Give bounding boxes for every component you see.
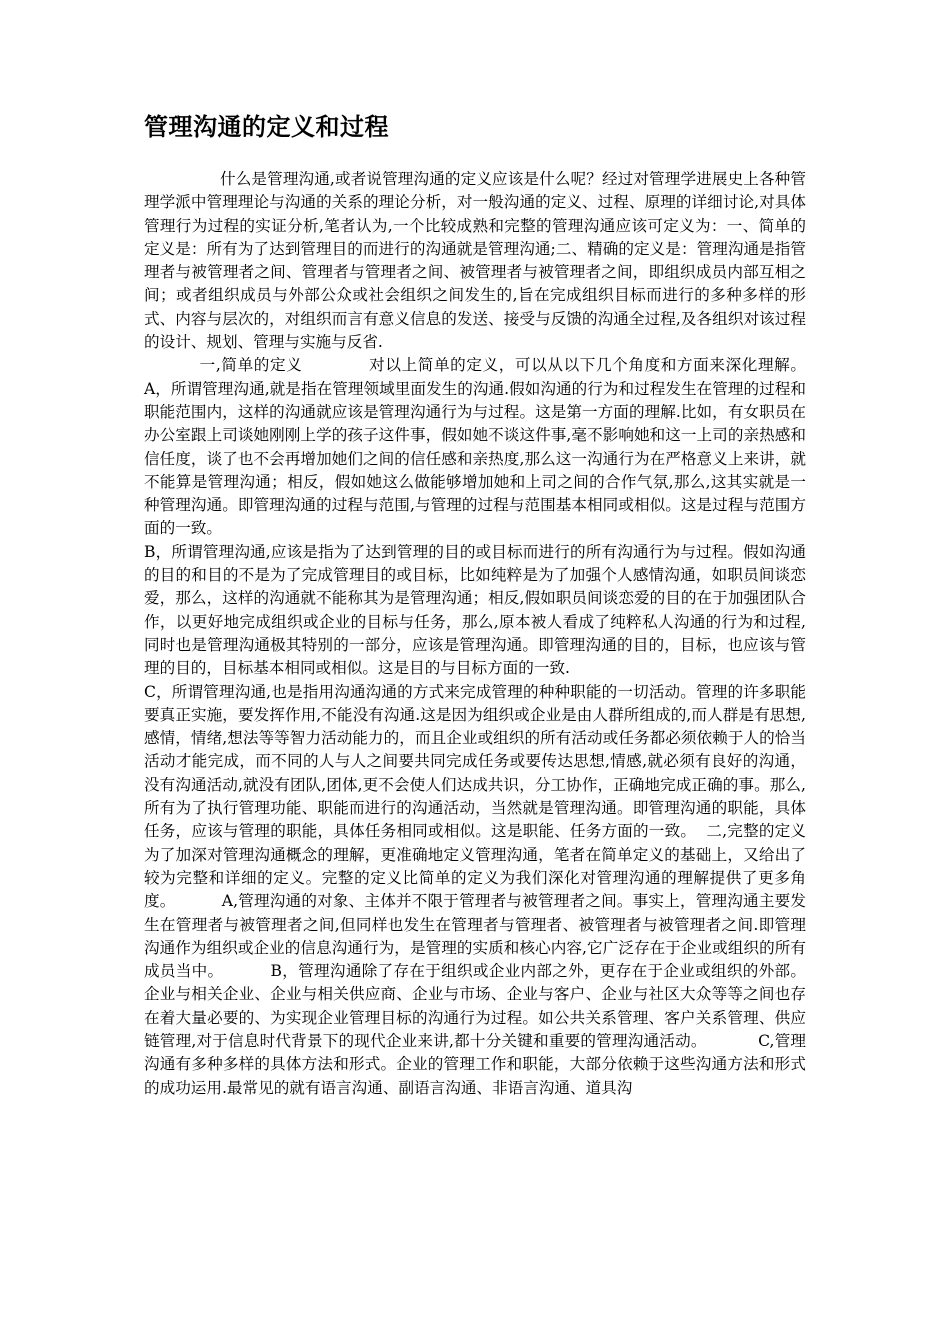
document-page — [144, 112, 856, 1100]
paragraph-point-c: C，所谓管理沟通,也是指用沟通沟通的方式来完成管理的种种职能的一切活动。管理的许多职能要真正实施，要发挥作用,不能没有沟通.这是因为组织或企业是由人群所组成的,而人群是有思想,感情，情绪,想法等等智力活动能力的，而且企业或组织的所有活动或任务都必须依赖于人的恰当活动才能完成，而不同的人与人之间要共同完成任务或要传达思想,情感,就必须有良好的沟通，没有沟通活动,就没有团队,团体,更不会使人们达成共识，分工协作，正确地完成正确的事。那么,所有为了执行管理功能、职能而进行的沟通活动，当然就是管理沟通。即管理沟通的职能，具体任务，应该与管理的职能，具体任务相同或相似。这是职能、任务方面的一致。 二,完整的定义 为了加深对管理沟通概念的理解，更准确地定义管理沟通，笔者在简单定义的基础上，又给出了较为完整和详细的定义。完整的定义比简单的定义为我们深化对管理沟通的理解提供了更多角度。 A,管理沟通的对象、主体并不限于管理者与被管理者之间。事实上，管理沟通主要发生在管理者与被管理者之间,但同样也发生在管理者与管理者、被管理者与被管理者之间.即管理沟通作为组织或企业的信息沟通行为，是管理的实质和核心内容,它广泛存在于企业或组织的所有成员当中。 B，管理沟通除了存在于组织或企业内部之外，更存在于企业或组织的外部。企业与相关企业、企业与相关供应商、企业与市场、企业与客户、企业与社区大众等等之间也存在着大量必要的、为实现企业管理目标的沟通行为过程。如公共关系管理、客户关系管理、供应链管理,对于信息时代背景下的现代企业来讲,都十分关键和重要的管理沟通活动。 C,管理沟通有多种多样的具体方法和形式。企业的管理工作和职能，大部分依赖于这些沟通方法和形式的成功运用.最常见的就有语言沟通、副语言沟通、非语言沟通、道具沟 — [144, 682, 856, 1097]
document-title: 管理沟通的定义和过程 — [144, 112, 389, 141]
paragraph-intro: 什么是管理沟通,或者说管理沟通的定义应该是什么呢？经过对管理学进展史上各种管理学派中管理理论与沟通的关系的理论分析，对一般沟通的定义、过程、原理的详细讨论,对具体管理行为过程的实证分析,笔者认为,一个比较成熟和完整的管理沟通应该可定义为：一、简单的定义是：所有为了达到管理目的而进行的沟通就是管理沟通;二、精确的定义是：管理沟通是指管理者与被管理者之间、管理者与管理者之间、被管理者与被管理者之间，即组织成员内部互相之间；或者组织成员与外部公众或社会组织之间发生的,旨在完成组织目标而进行的多种多样的形式、内容与层次的，对组织而言有意义信息的发送、接受与反馈的沟通全过程,及各组织对该过程的设计、规划、管理与实施与反省. — [144, 170, 806, 352]
paragraph-simple-definition: 一,简单的定义 对以上简单的定义，可以从以下几个角度和方面来深化理解。 A，所谓管理沟通,就是指在管理领域里面发生的沟通.假如沟通的行为和过程发生在管理的过程和职能范围内，这样的沟通就应该是管理沟通行为与过程。这是第一方面的理解.比如，有女职员在办公室跟上司谈她刚刚上学的孩子这件事，假如她不谈这件事,毫不影响她和这一上司的亲热感和信任度，谈了也不会再增加她们之间的信任感和亲热度,那么这一沟通行为在严格意义上来讲，就不能算是管理沟通；相反，假如她这么做能够增加她和上司之间的合作气氛,那么,这其实就是一种管理沟通。即管理沟通的过程与范围,与管理的过程与范围基本相同或相似。这是过程与范围方面的一致。 — [144, 356, 856, 538]
paragraph-point-b: B，所谓管理沟通,应该是指为了达到管理的目的或目标而进行的所有沟通行为与过程。假如沟通的目的和目的不是为了完成管理目的或目标，比如纯粹是为了加强个人感情沟通，如职员间谈恋爱，那么，这样的沟通就不能称其为是管理沟通；相反,假如职员间谈恋爱的目的在于加强团队合作，以更好地完成组织或企业的目标与任务，那么,原本被人看成了纯粹私人沟通的行为和过程,同时也是管理沟通极其特别的一部分，应该是管理沟通。即管理沟通的目的，目标，也应该与管理的目的，目标基本相同或相似。这是目的与目标方面的一致. — [144, 542, 806, 678]
document-body — [144, 168, 856, 1100]
